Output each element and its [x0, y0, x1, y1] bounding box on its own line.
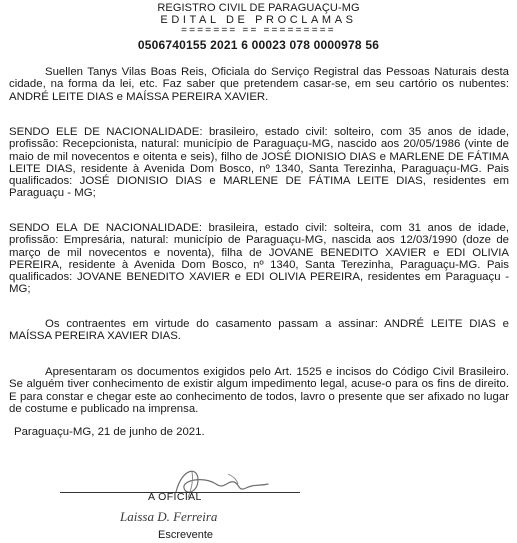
title-underline: ======= == ========= — [181, 25, 336, 36]
date-line: Paraguaçu-MG, 21 de junho de 2021. — [14, 426, 205, 438]
bride-paragraph: SENDO ELA DE NACIONALIDADE: brasileira, estado civil: solteira, com 31 anos de idade, profissão: Empresária, natural: município de Paraguaçu-MG, nascida aos 12/03/1990 (doze de março de mil novecentos e noventa), filha de JOVANE BENEDITO XAVIER e EDI OLIVIA PEREIRA, residente à Avenida Dom Bosco, nº 1340, Santa Terezinha, Paraguaçu-MG. Pais qualificados: JOVANE BENEDITO XAVIER e EDI OLIVIA PEREIRA, residentes em Paraguaçu - MG; — [9, 222, 509, 296]
registration-code: 0506740155 2021 6 00023 078 0000978 56 — [137, 38, 380, 52]
documents-paragraph: Apresentaram os documentos exigidos pelo Art. 1525 e incisos do Código Civil Brasileiro. Se alguém tiver conhecimento de existir algum impedimento legal, acuse-o para os fins de direito. E para constar e chegar este ao conhecimento de todos, lavro o presente que ser afixado no lugar de costume e publicado na imprensa. — [9, 366, 509, 415]
officer-role: Escrevente — [158, 529, 214, 541]
consent-paragraph: Os contraentes em virtude do casamento passam a assinar: ANDRÉ LEITE DIAS e MAÍSSA PEREIRA XAVIER DIAS. — [9, 318, 509, 343]
document-title: EDITAL DE PROCLAMAS — [160, 14, 357, 26]
intro-paragraph: Suellen Tanys Vilas Boas Reis, Oficiala do Serviço Registral das Pessoas Naturais desta cidade, na forma da lei, etc. Faz saber que pretendem casar-se, em seu cartório os nubentes: ANDRÉ LEITE DIAS e MAÍSSA PEREIRA XAVIER. — [9, 66, 509, 103]
officer-title: A OFICIAL — [148, 491, 202, 503]
registry-name: REGISTRO CIVIL DE PARAGUAÇU-MG — [157, 2, 360, 14]
officer-name-stamp: Laissa D. Ferreira — [120, 509, 218, 524]
groom-paragraph: SENDO ELE DE NACIONALIDADE: brasileiro, estado civil: solteiro, com 35 anos de idade, profissão: Recepcionista, natural: município de Paraguaçu-MG, nascido aos 20/05/1986 (vinte de maio de mil novecentos e oitenta e seis), filho de JOSÉ DIONISIO DIAS e MARLENE DE FÁTIMA LEITE DIAS, residente à Avenida Dom Bosco, nº 1340, Santa Terezinha, Paraguaçu-MG. Pais qualificados: JOSÉ DIONISIO DIAS e MARLENE DE FÁTIMA LEITE DIAS, residentes em Paraguaçu - MG; — [9, 126, 509, 200]
